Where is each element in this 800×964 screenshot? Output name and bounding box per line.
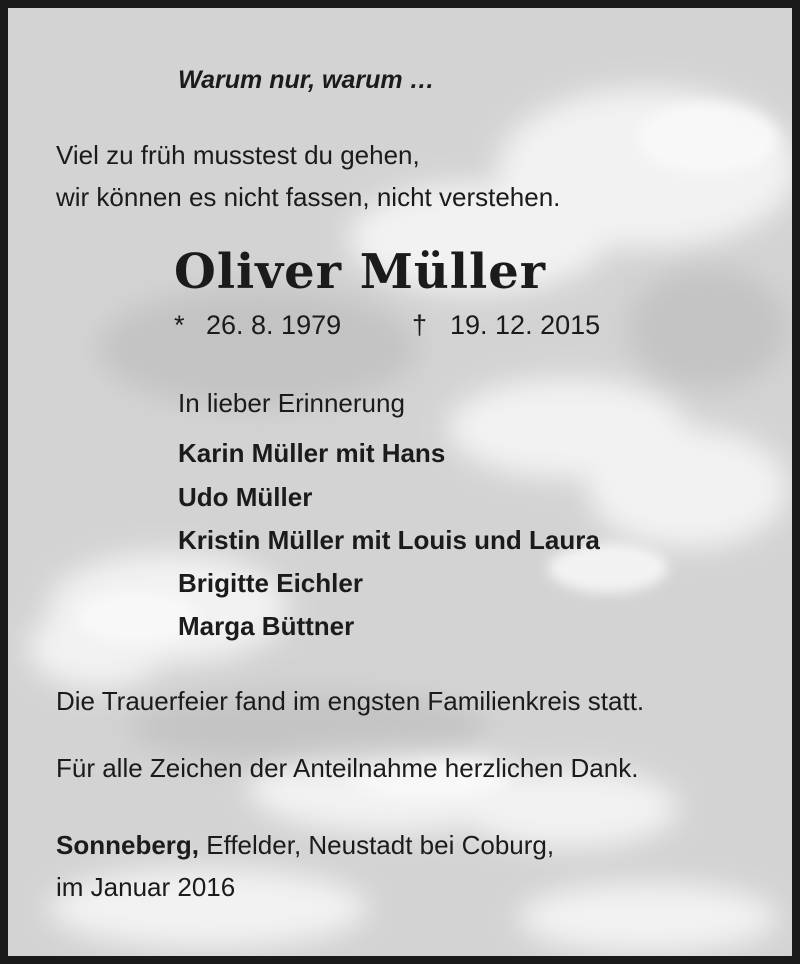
place-line <box>56 830 554 861</box>
thanks-note: Für alle Zeichen der Anteilnahme herzlichen Dank. <box>56 753 639 783</box>
place-main: Sonneberg, <box>56 830 200 860</box>
place-others: Effelder, Neustadt bei Coburg, <box>199 830 555 860</box>
mourner-4: Brigitte Eichler <box>178 568 363 598</box>
death-date: 19. 12. 2015 <box>450 310 601 340</box>
mourner-1: Karin Müller mit Hans <box>178 438 446 468</box>
place-date: im Januar 2016 <box>56 872 236 902</box>
verse-line-2: wir können es nicht fassen, nicht verstehen. <box>56 182 561 212</box>
mourner-3: Kristin Müller mit Louis und Laura <box>178 525 600 555</box>
verse-line-1: Viel zu früh musstest du gehen, <box>56 140 420 170</box>
birth-symbol: * <box>174 310 185 340</box>
memory-heading: In lieber Erinnerung <box>178 388 405 418</box>
notice-content <box>8 8 792 956</box>
deceased-name: Oliver Müller <box>174 244 547 300</box>
birth-date: 26. 8. 1979 <box>206 310 342 340</box>
mourner-2: Udo Müller <box>178 482 313 512</box>
mourner-5: Marga Büttner <box>178 611 355 641</box>
motto: Warum nur, warum … <box>178 66 435 94</box>
death-symbol: † <box>412 310 428 340</box>
funeral-note: Die Trauerfeier fand im engsten Familienkreis statt. <box>56 686 645 716</box>
